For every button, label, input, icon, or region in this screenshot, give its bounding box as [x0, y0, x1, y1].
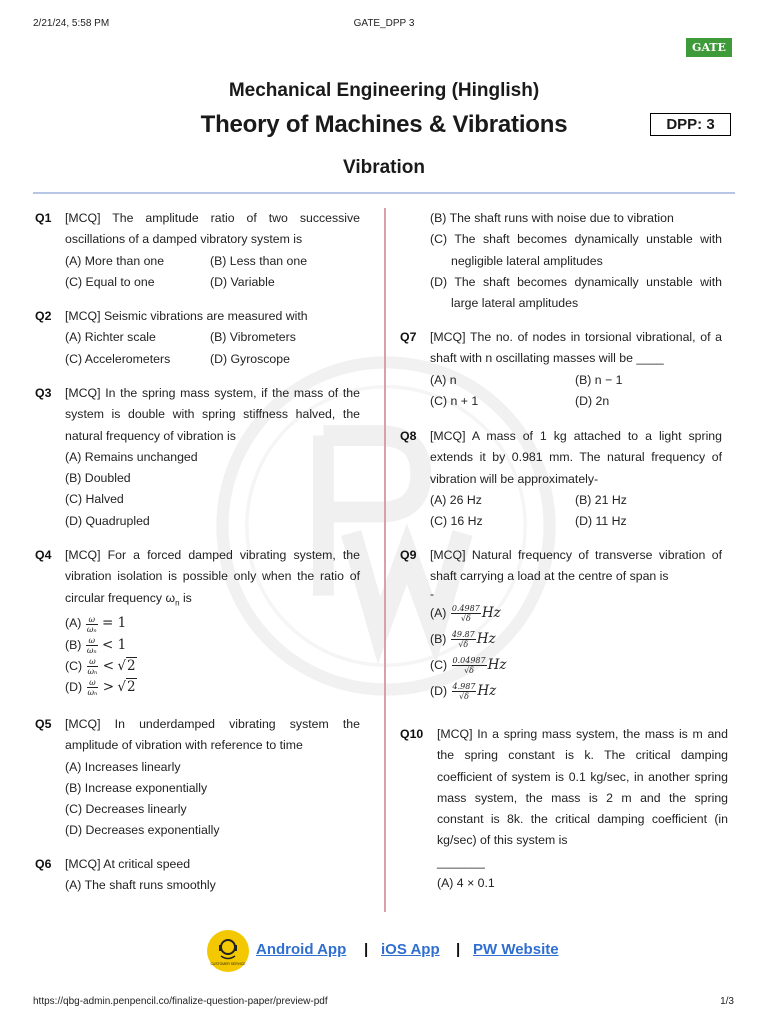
question-number: Q6 [35, 857, 52, 871]
option-b: (B) $\frac{49.87}{√\delta}$ Hz [430, 629, 496, 649]
option-a: (A) 4 × 0.1 [437, 876, 495, 891]
question-text: [MCQ] A mass of 1 kg attached to a light spring extends it by 0.981 mm. The natural frequency of vibration will be approximately- [430, 429, 722, 486]
option-d: (D) Variable [210, 274, 275, 289]
question-q10 [400, 724, 728, 894]
option-b: (B) Vibrometers [210, 330, 296, 345]
option-d: (D) Quadrupled [65, 513, 150, 528]
option-a: (A) $\frac{0.4987}{√\delta}$ Hz [430, 603, 501, 623]
option-c: (C) Halved [65, 492, 124, 507]
question-text: [MCQ] The no. of nodes in torsional vibrational, of a shaft with n oscillating masses will be ____ [430, 330, 722, 366]
question-text: [MCQ] At critical speed [65, 857, 191, 871]
answer-blank: - [430, 586, 435, 601]
android-app-link[interactable]: Android App [256, 941, 347, 958]
option-a: (A) More than one [65, 253, 165, 268]
question-number: Q5 [35, 717, 52, 731]
omega-ratio: $\frac{\omega}{\text{ωₙ}}$ [87, 678, 98, 698]
omega-ratio: $\frac{\omega}{\text{ωₙ}}$ [87, 657, 98, 677]
question-number: Q10 [400, 727, 424, 741]
separator: | [364, 941, 369, 958]
option-b: (B) Increase exponentially [65, 780, 208, 795]
option-b: (B) 21 Hz [575, 492, 627, 507]
exam-badge: GATE [686, 38, 732, 57]
option-a: (A) 26 Hz [430, 492, 482, 507]
option-c: (C) $\frac{0.04987}{√\delta}$ Hz [430, 655, 507, 675]
option-a: (A) Increases linearly [65, 759, 181, 774]
print-doc-title: GATE_DPP 3 [353, 18, 415, 29]
option-d: (D) Decreases exponentially [65, 823, 220, 838]
dpp-box: DPP: 3 [650, 113, 731, 136]
question-number: Q2 [35, 309, 52, 323]
question-q8 [400, 426, 722, 532]
print-url: https://qbg-admin.penpencil.co/finalize-question-paper/preview-pdf [33, 996, 328, 1007]
option-c: (C) Decreases linearly [65, 802, 187, 817]
option-a: (A) n [430, 372, 457, 387]
question-q3 [35, 383, 360, 532]
option-c: (C) 16 Hz [430, 514, 483, 529]
header-rule [33, 192, 735, 194]
question-number: Q9 [400, 548, 417, 562]
print-datetime: 2/21/24, 5:58 PM [33, 18, 110, 29]
question-q7 [400, 327, 722, 412]
question-text: [MCQ] In underdamped vibrating system the amplitude of vibration with reference to time [65, 717, 360, 753]
option-b: (B) Less than one [210, 253, 308, 268]
option-c: (C) n + 1 [430, 393, 479, 408]
option-d: (D) 11 Hz [575, 514, 627, 529]
option-b: (B) n − 1 [575, 372, 623, 387]
option-b: (B) The shaft runs with noise due to vibration [430, 211, 674, 225]
sqrt-two: √2 [117, 657, 136, 674]
column-divider [384, 208, 386, 912]
option-b: (B) Doubled [65, 471, 131, 486]
option-c: (C) The shaft becomes dynamically unstable with negligible lateral amplitudes [430, 232, 722, 268]
topic-title: Vibration [343, 157, 425, 178]
question-text: [MCQ] For a forced damped vibrating system, the vibration isolation is possible only when the ratio of circular frequency $\omega_n$ is [65, 548, 360, 608]
question-number: Q1 [35, 211, 52, 225]
question-text: [MCQ] The amplitude ratio of two successive oscillations of a damped vibratory system is [65, 211, 360, 247]
option-a: (A) Remains unchanged [65, 449, 198, 464]
question-number: Q4 [35, 548, 52, 562]
option-d: (D) $\frac{\omega}{\text{ωₙ}}$ > √2 [65, 678, 136, 698]
ios-app-link[interactable]: iOS App [381, 941, 440, 958]
option-d: (D) $\frac{4.987}{√\delta}$ Hz [430, 681, 497, 701]
customer-service-icon[interactable] [207, 930, 249, 972]
question-number: Q3 [35, 386, 52, 400]
answer-blank: _______ [437, 854, 485, 869]
pw-website-link[interactable]: PW Website [473, 941, 559, 958]
question-text: [MCQ] Natural frequency of transverse vibration of shaft carrying a load at the centre of span is [430, 548, 722, 584]
print-page-number: 1/3 [720, 996, 734, 1007]
subject-title: Mechanical Engineering (Hinglish) [228, 80, 540, 101]
question-number: Q8 [400, 429, 417, 443]
option-a: (A) Richter scale [65, 330, 156, 345]
question-text: [MCQ] Seismic vibrations are measured with [65, 309, 308, 323]
separator: | [456, 941, 461, 958]
option-c: (C) Accelerometers [65, 351, 171, 366]
question-q9 [400, 545, 722, 704]
question-q2 [35, 306, 360, 370]
option-c: (C) Equal to one [65, 274, 155, 289]
question-q6-continued [430, 208, 722, 314]
question-q4 [35, 545, 360, 699]
option-d: (D) 2n [575, 393, 610, 408]
option-d: (D) Gyroscope [210, 351, 290, 366]
omega-ratio: $\frac{\omega}{\text{ωₙ}}$ [86, 635, 97, 655]
option-a: (A) The shaft runs smoothly [65, 878, 216, 893]
option-b: (B) $\frac{\omega}{\text{ωₙ}}$ < 1 [65, 635, 127, 655]
question-q5 [35, 714, 360, 842]
question-number: Q7 [400, 330, 417, 344]
question-text: [MCQ] In a spring mass system, the mass is m and the spring constant is k. The critical damping coefficient of system is 0.1 kg/sec, in another spring mass system, the mass is 2 m and the spring constant is 8k. the critical damping coefficient (in kg/sec) of this system is [437, 727, 728, 848]
option-c: (C) $\frac{\omega}{\text{ωₙ}}$ < √2 [65, 657, 136, 677]
question-text: [MCQ] In the spring mass system, if the mass of the system is double with spring stiffness halved, the natural frequency of vibration is [65, 386, 360, 443]
question-q1 [35, 208, 360, 293]
option-d: (D) The shaft becomes dynamically unstable with large lateral amplitudes [430, 274, 722, 311]
option-a: (A) $\frac{\omega}{\text{ωₙ}}$ = 1 [65, 614, 127, 634]
icon-caption: CUSTOMER SERVICE [210, 962, 246, 966]
omega-ratio: $\frac{\omega}{\text{ωₙ}}$ [86, 614, 97, 634]
course-title: Theory of Machines & Vibrations [200, 111, 568, 138]
question-q6 [35, 854, 360, 897]
sqrt-two: √2 [117, 679, 136, 696]
